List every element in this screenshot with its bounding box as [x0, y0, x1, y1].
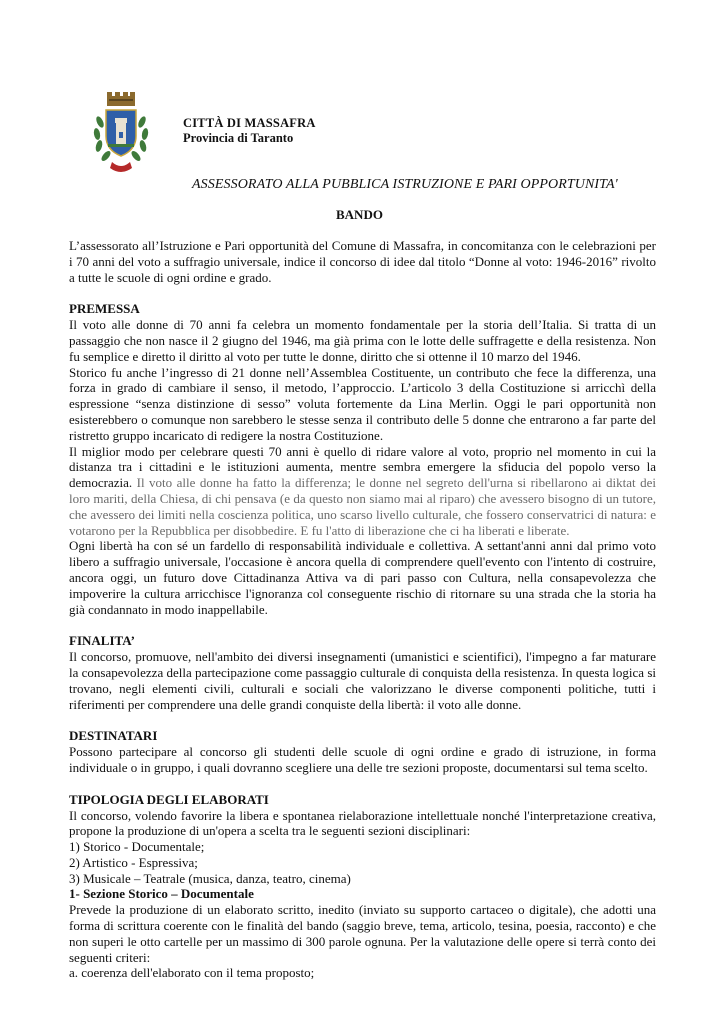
premessa-heading: PREMESSA — [69, 301, 140, 317]
document-title: BANDO — [336, 207, 383, 222]
premessa-paragraph-1: Il voto alle donne di 70 anni fa celebra un momento fondamentale per la storia dell’Italia. Si tratta di un passaggio che non nasce il 2 giugno del 1946, ma già prima con le lotte delle suffragette e della resistenza. Non fu semplice e diretto il diritto al voto per tutte le donne, diritto che si ottenne il 10 marzo del 1946. — [69, 317, 656, 364]
premessa-paragraph-3 — [69, 444, 656, 539]
crown-icon — [107, 92, 135, 106]
province-name: Provincia di Taranto — [183, 131, 294, 145]
finalita-paragraph: Il concorso, promuove, nell'ambito dei diversi insegnamenti (umanistici e scientifici), l'impegno a far maturare la consapevolezza della partecipazione come passaggio culturale di conquista della resistenza. In questa logica si trovano, negli elementi civili, culturali e sociali che valorizzano le diverse componenti politiche, tutti i riferimenti per comprendere una delle grandi conquiste della libertà: il voto alle donne. — [69, 649, 656, 712]
city-name: CITTÀ DI MASSAFRA — [183, 116, 316, 130]
premessa-paragraph-3a: Il miglior modo per celebrare questi 70 anni è quello di ridare valore al voto, proprio nel momento in cui la distanza tra i cittadini e le istituzioni aumenta, mentre sembra emergere la sfiducia del popolo verso la democrazia. — [69, 443, 656, 491]
premessa-paragraph-2: Storico fu anche l’ingresso di 21 donne nell’Assemblea Costituente, un contributo che fece la differenza, una forza in grado di cambiare il senso, il metodo, l’approccio. L’articolo 3 della Costituzione si arricchì della espressione “senza distinzione di sesso” voluta fortemente da Lina Merlin. Oggi le pari opportunità non esisterebbero o comunque non sarebbero le stesse senza il contributo delle 5 donne che entrarono a far parte del ristretto gruppo incaricato di redigere la nostra Costituzione. — [69, 364, 656, 443]
list-item: 2) Artistico - Espressiva; — [69, 854, 198, 870]
tipologia-paragraph: Il concorso, volendo favorire la libera e spontanea rielaborazione intellettuale nonché l'interpretazione creativa, propone la produzione di un'opera a scelta tra le seguenti sezioni disciplinari: — [69, 807, 656, 839]
list-item: 1) Storico - Documentale; — [69, 839, 205, 855]
document-body — [69, 238, 656, 981]
criterion-a: a. coerenza dell'elaborato con il tema proposto; — [69, 965, 315, 981]
section1-heading: 1- Sezione Storico – Documentale — [69, 886, 254, 902]
intro-paragraph: L’assessorato all’Istruzione e Pari opportunità del Comune di Massafra, in concomitanza con le celebrazioni per i 70 anni del voto a suffragio universale, indice il concorso di idee dal titolo “Donne al voto: 1946-2016” rivolto a tutte le scuole di ogni ordine e grado. — [69, 238, 656, 285]
premessa-paragraph-4: Ogni libertà ha con sé un fardello di responsabilità individuale e collettiva. A settant'anni anni dal primo voto libero a suffragio universale, l'occasione è ancora quella di comprendere quell'evento con l'intento di costruire, ancora oggi, un futuro dove Cittadinanza Attiva va di pari passo con Cultura, nella consapevolezza che impoverire la cultura arricchisce l'ignoranza col conseguente rischio di ritornare su una strada che la storia ha già condannato in modo inappellabile. — [69, 538, 656, 617]
tipologia-heading: TIPOLOGIA DEGLI ELABORATI — [69, 791, 269, 807]
destinatari-paragraph: Possono partecipare al concorso gli studenti delle scuole di ogni ordine e grado di istruzione, in forma individuale o in gruppo, i quali dovranno scegliere una delle tre sezioni proposte, documentarsi sul tema scelto. — [69, 744, 656, 775]
city-crest-emblem — [88, 88, 154, 178]
office-title: ASSESSORATO ALLA PUBBLICA ISTRUZIONE E PARI OPPORTUNITA' — [192, 177, 618, 192]
finalita-heading: FINALITA’ — [69, 633, 135, 649]
section1-paragraph: Prevede la produzione di un elaborato scritto, inedito (inviato su supporto cartaceo o digitale), che adotti una forma di scrittura coerente con le finalità del bando (saggio breve, tema, articolo, tesina, poesia, racconto) e che non superi le otto cartelle per un massimo di 300 parole ognuna. Per la valutazione delle opere si terrà conto dei seguenti criteri: — [69, 902, 656, 965]
list-item: 3) Musicale – Teatrale (musica, danza, teatro, cinema) — [69, 870, 351, 886]
destinatari-heading: DESTINATARI — [69, 728, 158, 744]
premessa-paragraph-3b: Il voto alle donne ha fatto la differenza; le donne nel segreto dell'urna si ribellarono ai diktat dei loro mariti, della Chiesa, di chi pensava (e da questo non siamo mai al riparo) che avessero bisogno di un tutore, che avessero dei limiti nella coscienza politica, uno scarso livello culturale, che fossero conservatrici di natura: e votarono per la Repubblica per disobbedire. E fu l'atto di liberazione che ci ha liberati e liberate. — [69, 475, 656, 538]
